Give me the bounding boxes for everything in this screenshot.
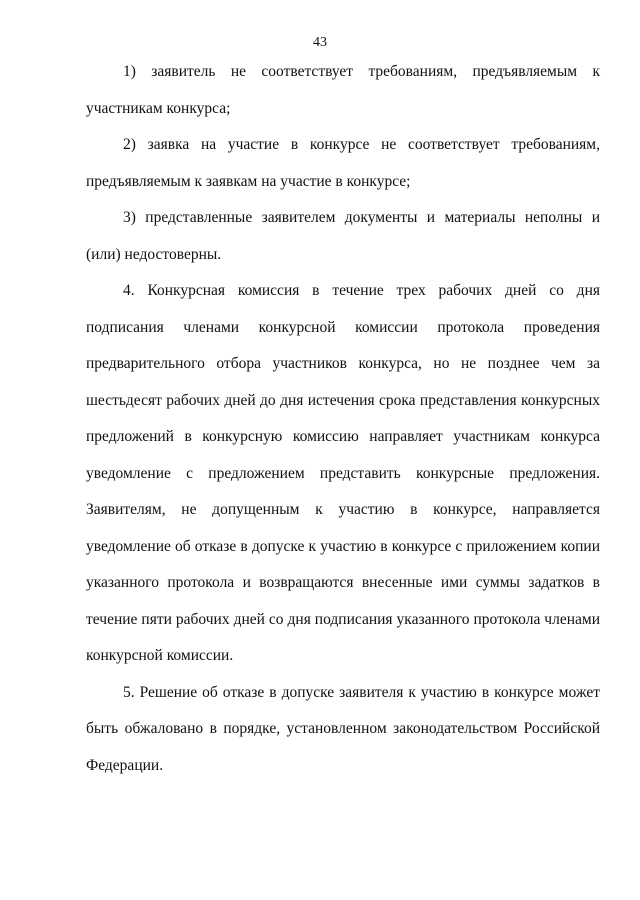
- paragraph-item-3: 3) представленные заявителем документы и материалы неполны и (или) недостоверны.: [86, 209, 600, 263]
- paragraph-item-2: 2) заявка на участие в конкурсе не соответствует требованиям, предъявляемым к заявкам на участие в конкурсе;: [86, 136, 600, 190]
- paragraph-section-5: 5. Решение об отказе в допуске заявителя к участию в конкурсе может быть обжаловано в порядке, установленном законодательством Российской Федерации.: [86, 683, 600, 774]
- paragraph-section-4: 4. Конкурсная комиссия в течение трех рабочих дней со дня подписания членами конкурсной комиссии протокола проведения предварительного отбора участников конкурса, но не позднее чем за шестьдесят рабочих дней до дня истечения срока представления конкурсных предложений в конкурсную комиссию направляет участникам конкурса уведомление с предложением представить конкурсные предложения. Заявителям, не допущенным к участию в конкурсе, направляется уведомление об отказе в допуске к участию в конкурсе с приложением копии указанного протокола и возвращаются внесенные ими суммы задатков в течение пяти рабочих дней со дня подписания указанного протокола членами конкурсной комиссии.: [86, 282, 600, 664]
- paragraph-item-1: 1) заявитель не соответствует требованиям, предъявляемым к участникам конкурса;: [86, 63, 600, 117]
- page-number: 43: [313, 35, 327, 50]
- document-body: [86, 54, 600, 784]
